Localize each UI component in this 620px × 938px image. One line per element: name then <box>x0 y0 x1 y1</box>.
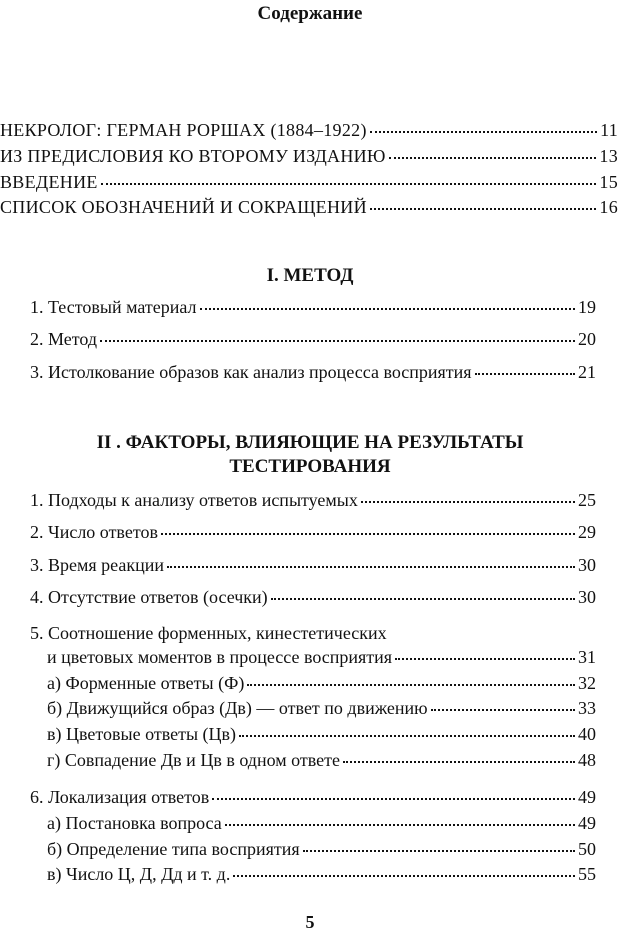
entry-label: 1. Подходы к анализу ответов испытуемых <box>30 490 358 510</box>
entry-label: НЕКРОЛОГ: ГЕРМАН РОРШАХ (1884–1922) <box>0 120 367 140</box>
leader-dots <box>395 657 575 660</box>
entry-label: б) Движущийся образ (Дв) — ответ по движению <box>47 698 428 718</box>
entry-label: 3. Истолкование образов как анализ процесса восприятия <box>30 362 472 382</box>
entry-label: 1. Тестовый материал <box>30 297 197 317</box>
toc-subentry-counts[interactable] <box>47 863 596 885</box>
toc-subentry-perception-type[interactable] <box>47 838 596 860</box>
entry-label: в) Число Ц, Д, Дд и т. д. <box>47 864 231 884</box>
entry-page: 29 <box>578 522 596 542</box>
toc-subentry-question[interactable] <box>47 812 596 834</box>
leader-dots <box>389 156 597 159</box>
entry-page: 30 <box>578 555 596 575</box>
leader-dots <box>370 130 597 133</box>
toc-entry-introduction[interactable] <box>0 171 618 193</box>
toc-subentry-color[interactable] <box>47 723 596 745</box>
toc-subentry-form-answers[interactable] <box>47 672 596 694</box>
entry-page: 49 <box>578 813 596 833</box>
entry-label: 2. Число ответов <box>30 522 158 542</box>
entry-page: 49 <box>578 787 596 807</box>
entry-label: ВВЕДЕНИЕ <box>0 172 98 192</box>
entry-label: ИЗ ПРЕДИСЛОВИЯ КО ВТОРОМУ ИЗДАНИЮ <box>0 146 386 166</box>
leader-dots <box>100 339 575 342</box>
entry-page: 21 <box>578 362 596 382</box>
entry-label: в) Цветовые ответы (Цв) <box>47 724 237 744</box>
entry-page: 55 <box>578 864 596 884</box>
toc-entry-reaction-time[interactable] <box>30 554 596 576</box>
toc-entry-approaches[interactable] <box>30 489 596 511</box>
entry-label: 6. Локализация ответов <box>30 787 210 807</box>
leader-dots <box>247 683 575 686</box>
toc-entry-preface[interactable] <box>0 145 618 167</box>
entry-label: и цветовых моментов в процессе восприятия <box>47 647 393 667</box>
leader-dots <box>167 565 575 568</box>
entry-label: б) Определение типа восприятия <box>47 839 300 859</box>
page-number: 5 <box>305 912 315 932</box>
entry-label: 2. Метод <box>30 329 98 349</box>
entry-page: 31 <box>578 647 596 667</box>
section-heading-factors-line2: ТЕСТИРОВАНИЯ <box>229 456 391 477</box>
toc-entry-obituary[interactable] <box>0 119 618 141</box>
entry-page: 13 <box>599 146 618 166</box>
entry-page: 48 <box>578 750 596 770</box>
leader-dots <box>212 797 575 800</box>
leader-dots <box>431 708 575 711</box>
section-heading-factors-line1: II . ФАКТОРЫ, ВЛИЯЮЩИЕ НА РЕЗУЛЬТАТЫ <box>96 432 524 453</box>
entry-page: 25 <box>578 490 596 510</box>
leader-dots <box>370 207 597 210</box>
entry-label: 4. Отсутствие ответов (осечки) <box>30 587 268 607</box>
leader-dots <box>303 849 575 852</box>
leader-dots <box>343 760 575 763</box>
entry-page: 50 <box>578 839 596 859</box>
toc-subentry-movement[interactable] <box>47 697 596 719</box>
toc-entry-abbreviations[interactable] <box>0 196 618 218</box>
leader-dots <box>200 307 576 310</box>
leader-dots <box>239 734 575 737</box>
page-title: Содержание <box>257 3 363 24</box>
toc-entry-method[interactable] <box>30 328 596 350</box>
entry-page: 20 <box>578 329 596 349</box>
section-heading-method: I. МЕТОД <box>266 265 354 286</box>
toc-entry-no-answers[interactable] <box>30 586 596 608</box>
toc-entry-number-of-answers[interactable] <box>30 521 596 543</box>
leader-dots <box>225 823 575 826</box>
toc-subentry-coincidence[interactable] <box>47 749 596 771</box>
leader-dots <box>101 182 597 185</box>
toc-entry-ratio-line1: 5. Соотношение форменных, кинестетических <box>30 623 387 643</box>
entry-page: 15 <box>599 172 618 192</box>
entry-label: СПИСОК ОБОЗНАЧЕНИЙ И СОКРАЩЕНИЙ <box>0 197 367 217</box>
entry-page: 19 <box>578 297 596 317</box>
entry-page: 33 <box>578 698 596 718</box>
leader-dots <box>161 532 575 535</box>
entry-label: а) Форменные ответы (Ф) <box>47 673 245 693</box>
toc-entry-localization[interactable] <box>30 786 596 808</box>
toc-entry-ratio[interactable] <box>47 646 596 668</box>
entry-page: 30 <box>578 587 596 607</box>
leader-dots <box>475 372 575 375</box>
toc-entry-interpretation[interactable] <box>30 361 596 383</box>
leader-dots <box>271 597 575 600</box>
toc-entry-test-material[interactable] <box>30 296 596 318</box>
entry-page: 11 <box>600 120 618 140</box>
entry-page: 16 <box>599 197 618 217</box>
leader-dots <box>361 500 575 503</box>
entry-label: а) Постановка вопроса <box>47 813 222 833</box>
entry-label: г) Совпадение Дв и Цв в одном ответе <box>47 750 341 770</box>
entry-label: 3. Время реакции <box>30 555 165 575</box>
entry-page: 40 <box>578 724 596 744</box>
entry-page: 32 <box>578 673 596 693</box>
leader-dots <box>233 874 575 877</box>
